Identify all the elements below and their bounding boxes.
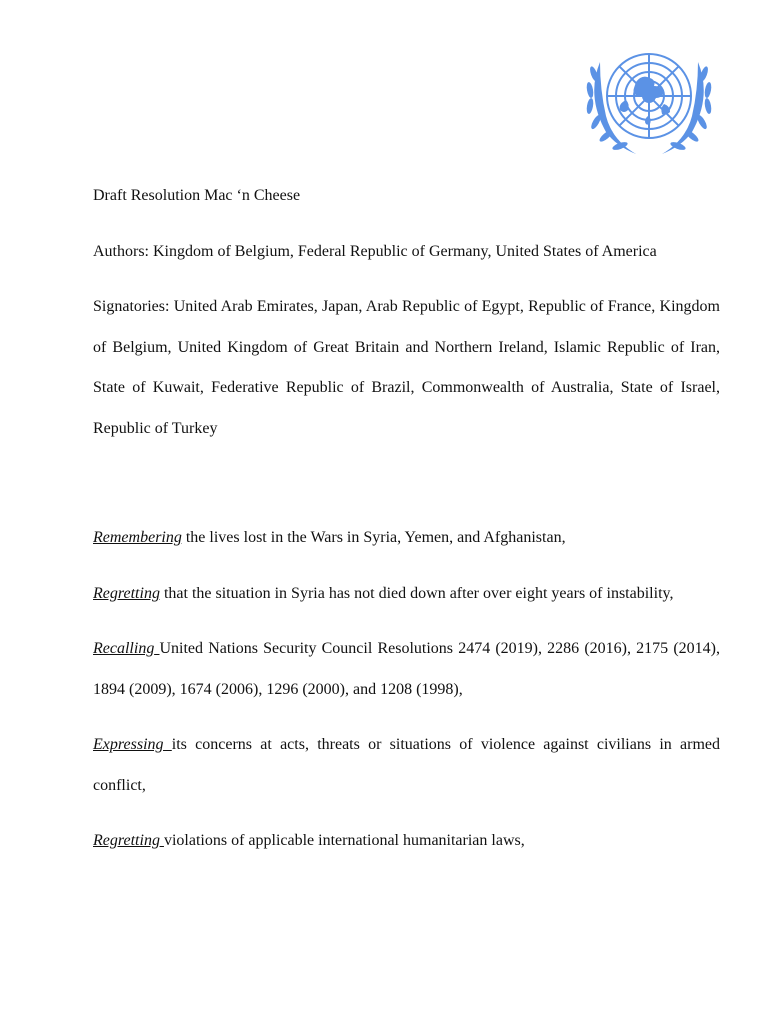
- clause-text: the lives lost in the Wars in Syria, Yemen, and Afghanistan,: [185, 529, 566, 546]
- preambulatory-clause: [93, 821, 720, 862]
- signatories-paragraph: Signatories: United Arab Emirates, Japan, Arab Republic of Egypt, Republic of France, Kingdom of Belgium, United Kingdom of Great Britain and Northern Ireland, Islamic Republic of Iran, State of Kuwait, Federative Republic of Brazil, Commonwealth of Australia, State of Israel, Republic of Turkey: [93, 298, 720, 437]
- clause-text: its concerns at acts, threats or situations of violence against civilians in armed conflict,: [93, 736, 721, 794]
- clause-verb: Remembering: [93, 529, 182, 546]
- un-emblem-icon: [578, 42, 720, 158]
- preambulatory-clause: [93, 518, 720, 559]
- clause-verb: Expressing: [93, 736, 164, 753]
- preambulatory-clause: [93, 574, 720, 615]
- clause-text: that the situation in Syria has not died down after over eight years of instability,: [163, 584, 674, 602]
- clause-verb: Regretting: [93, 832, 160, 849]
- clause-text: United Nations Security Council Resolutions 2474 (2019), 2286 (2016), 2175 (2014), 1894 (2009), 1674 (2006), 1296 (2000), and 1208 (1998),: [93, 640, 720, 698]
- authors-paragraph: Authors: Kingdom of Belgium, Federal Republic of Germany, United States of America: [93, 242, 657, 260]
- preambulatory-clause: [93, 725, 720, 806]
- preambulatory-clause: [93, 629, 720, 710]
- clause-text: violations of applicable international humanitarian laws,: [163, 832, 525, 849]
- resolution-body: [93, 176, 720, 862]
- clause-verb: Regretting: [93, 584, 160, 602]
- clause-verb: Recalling: [93, 640, 155, 657]
- document-title: Draft Resolution Mac ‘n Cheese: [93, 187, 301, 204]
